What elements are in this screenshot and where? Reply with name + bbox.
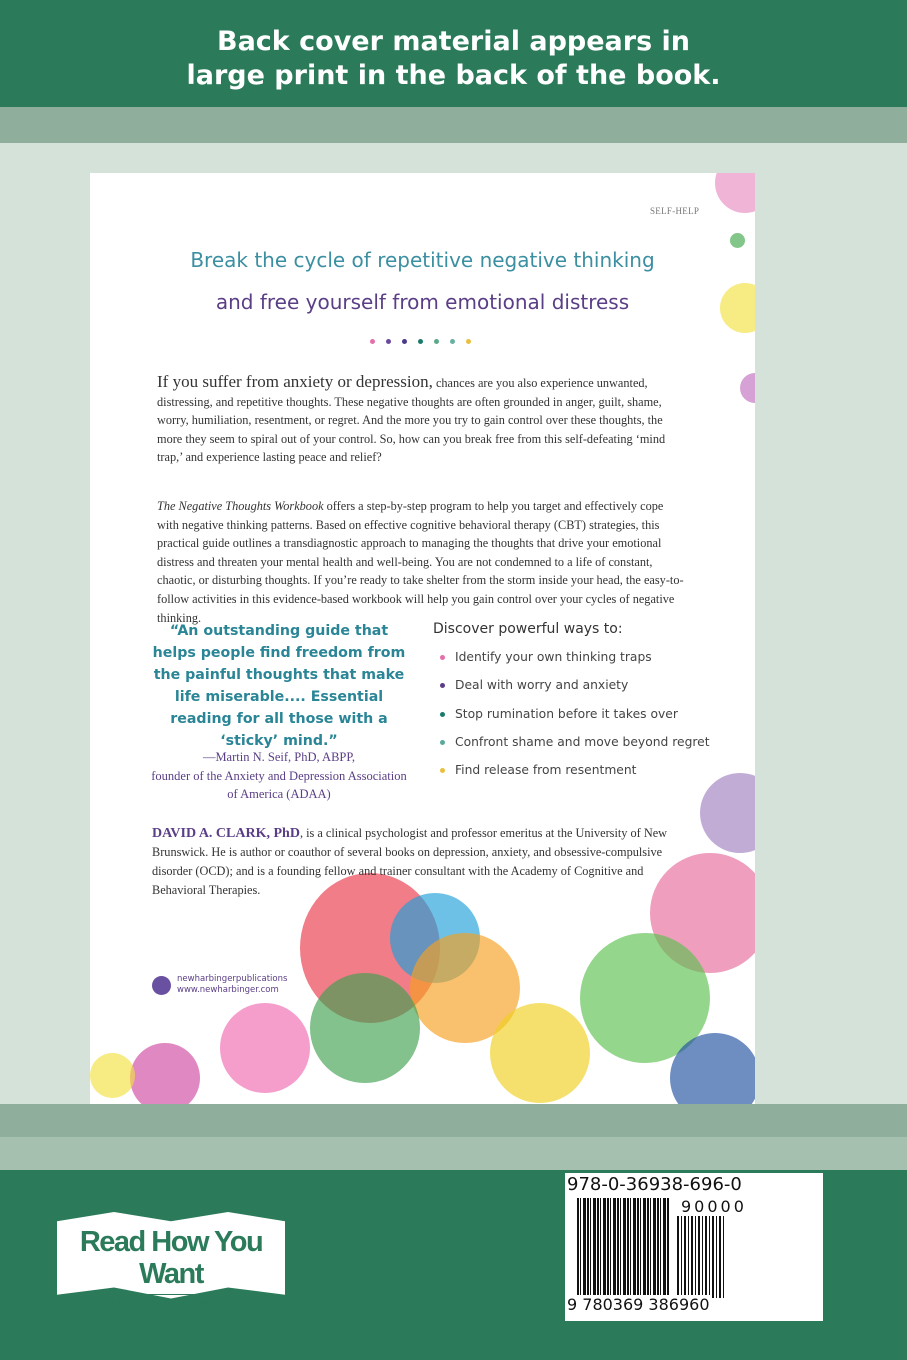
book-title: The Negative Thoughts Workbook <box>157 499 324 513</box>
list-item <box>455 678 710 706</box>
banner-line-2: large print in the back of the book. <box>186 60 721 91</box>
decorative-dots <box>370 339 471 344</box>
lead-in: If you suffer from anxiety or depression, <box>157 372 433 391</box>
large-print-banner <box>0 0 907 107</box>
publisher-name: newharbingerpublications <box>177 974 288 984</box>
list-item <box>455 763 710 791</box>
paragraph-text: offers a step-by-step program to help you target and effectively cope with negative thinking patterns. Based on effective cognitive behavioral therapy (CBT) strategies, this practical guide outlines a transdiagnostic approach to managing the thoughts that drive your emotional distress and threaten your mental health and well-being. You are not condemned to a life of constant, chaotic, or disturbing thoughts. If you’re ready to take shelter from the storm inside your head, the easy-to-follow activities in this evidence-based workbook will help you gain control over your cycles of negative thinking. <box>157 499 684 625</box>
bullet-icon <box>440 655 445 660</box>
back-cover <box>90 173 755 1104</box>
dot <box>466 339 471 344</box>
dot <box>370 339 375 344</box>
discover-heading: Discover powerful ways to: <box>433 621 623 637</box>
bullet-icon <box>440 712 445 717</box>
price-code: 90000 <box>681 1197 747 1216</box>
bullet-icon <box>440 768 445 773</box>
headline-line-2: and free yourself from emotional distress <box>215 290 630 314</box>
publisher-leaf-icon <box>152 976 171 995</box>
endorsement-attribution <box>148 748 410 804</box>
bullet-icon <box>440 683 445 688</box>
list-item-text: Find release from resentment <box>455 763 637 778</box>
barcode-bars <box>577 1198 669 1296</box>
ean-number: 9 780369 386960 <box>567 1295 710 1314</box>
readhowyouwant-logo <box>57 1212 285 1307</box>
divider-band <box>0 107 907 143</box>
bio-text: , is a clinical psychologist and professor emeritus at the University of New Brunswick. He is author or coauthor of several books on depression, anxiety, and obsessive-compulsive disorder (OCD); and is a founding fellow and trainer consultant with the Academy of Cognitive and Behavioral Therapies. <box>152 826 668 897</box>
bullet-icon <box>440 740 445 745</box>
description-paragraph-2 <box>157 497 687 627</box>
discover-list <box>455 650 710 791</box>
supplement-bars <box>677 1216 725 1298</box>
divider-band <box>0 1104 907 1137</box>
quote-affiliation: founder of the Anxiety and Depression Association of America (ADAA) <box>151 768 407 801</box>
paragraph-text: chances are you also experience unwanted, distressing, and repetitive thoughts. These negative thoughts are often grounded in anger, guilt, shame, worry, humiliation, resentment, or regret. And the more you try to gain control over these thoughts, the more they seem to spiral out of your control. So, how can you break free from this self-defeating ‘mind trap,’ and experience lasting peace and relief? <box>157 376 666 465</box>
list-item <box>455 735 710 763</box>
list-item-text: Deal with worry and anxiety <box>455 678 629 693</box>
logo-title: Read How You Want <box>79 1226 263 1290</box>
dot <box>402 339 407 344</box>
dot <box>450 339 455 344</box>
author-name: DAVID A. CLARK, PhD <box>152 826 300 841</box>
logo-subtitle: LARGE PRINT BOOKS, BRAILLE & DAISY <box>75 1294 267 1308</box>
headline-line-1: Break the cycle of repetitive negative thinking <box>190 248 655 272</box>
isbn-text: 978-0-36938-696-0 <box>567 1174 742 1195</box>
list-item-text: Identify your own thinking traps <box>455 650 652 664</box>
list-item <box>455 650 710 678</box>
divider-band <box>0 1137 907 1170</box>
publisher-block <box>152 974 287 996</box>
description-paragraph-1 <box>157 373 687 467</box>
author-bio <box>152 824 692 900</box>
dot <box>418 339 423 344</box>
list-item <box>455 707 710 735</box>
list-item-text: Stop rumination before it takes over <box>455 706 678 721</box>
list-item-text: Confront shame and move beyond regret <box>455 734 710 749</box>
banner-line-1: Back cover material appears in <box>216 26 691 57</box>
isbn-barcode <box>565 1173 823 1321</box>
category-label: SELF-HELP <box>650 206 700 216</box>
quote-author: —Martin N. Seif, PhD, ABPP, <box>202 750 356 764</box>
dot <box>386 339 391 344</box>
dot <box>434 339 439 344</box>
endorsement-quote: “An outstanding guide that helps people find freedom from the painful thoughts that make life miserable.... Essential reading for all those with a ‘sticky’ mind.” <box>152 623 406 749</box>
publisher-url: www.newharbinger.com <box>177 985 279 995</box>
